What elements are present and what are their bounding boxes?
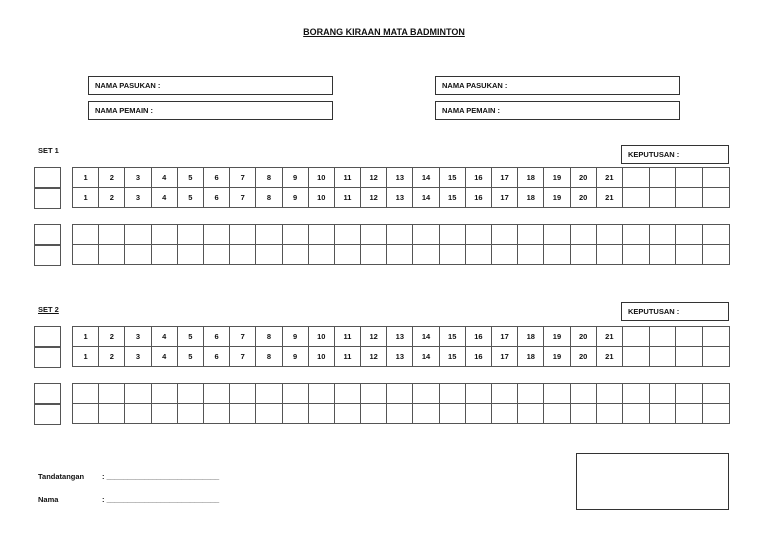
point-cell[interactable]: 15 bbox=[439, 168, 465, 188]
blank-cell[interactable] bbox=[413, 384, 439, 404]
point-cell[interactable]: 8 bbox=[256, 188, 282, 208]
blank-cell[interactable] bbox=[439, 245, 465, 265]
point-cell[interactable]: 7 bbox=[230, 168, 256, 188]
blank-cell[interactable] bbox=[151, 384, 177, 404]
blank-cell[interactable] bbox=[413, 245, 439, 265]
blank-cell[interactable] bbox=[256, 404, 282, 424]
point-cell[interactable]: 9 bbox=[282, 188, 308, 208]
point-cell[interactable]: 5 bbox=[177, 188, 203, 208]
blank-cell[interactable] bbox=[544, 245, 570, 265]
point-cell[interactable]: 11 bbox=[334, 347, 360, 367]
blank-cell[interactable] bbox=[596, 245, 622, 265]
set-1-extra-box-a[interactable] bbox=[34, 224, 61, 245]
point-cell[interactable]: 1 bbox=[73, 347, 99, 367]
point-cell[interactable]: 14 bbox=[413, 327, 439, 347]
point-cell[interactable]: 20 bbox=[570, 188, 596, 208]
point-cell[interactable]: 10 bbox=[308, 188, 334, 208]
point-cell[interactable]: 16 bbox=[465, 327, 491, 347]
set-1-label: SET 1 bbox=[38, 146, 59, 155]
point-cell[interactable]: 13 bbox=[387, 347, 413, 367]
set-2-score-row bbox=[73, 327, 730, 347]
blank-cell[interactable] bbox=[492, 225, 518, 245]
point-cell[interactable]: 9 bbox=[282, 347, 308, 367]
blank-cell[interactable] bbox=[676, 245, 703, 265]
blank-cell[interactable] bbox=[622, 384, 649, 404]
point-cell[interactable]: 16 bbox=[465, 168, 491, 188]
point-cell[interactable]: 1 bbox=[73, 168, 99, 188]
team-a-player-field[interactable]: NAMA PEMAIN : bbox=[88, 101, 333, 120]
set-1-keputusan-field[interactable]: KEPUTUSAN : bbox=[621, 145, 729, 164]
blank-cell[interactable] bbox=[622, 404, 649, 424]
set-1-blank-table bbox=[72, 224, 730, 265]
point-cell[interactable]: 3 bbox=[125, 327, 151, 347]
point-cell[interactable]: 14 bbox=[413, 347, 439, 367]
point-cell[interactable]: 4 bbox=[151, 188, 177, 208]
point-cell[interactable]: 20 bbox=[570, 347, 596, 367]
blank-cell[interactable] bbox=[439, 225, 465, 245]
blank-cell[interactable] bbox=[125, 404, 151, 424]
point-cell[interactable]: 13 bbox=[387, 168, 413, 188]
blank-cell[interactable] bbox=[649, 327, 676, 347]
point-cell[interactable]: 20 bbox=[570, 327, 596, 347]
point-cell[interactable]: 13 bbox=[387, 327, 413, 347]
point-cell[interactable]: 21 bbox=[596, 188, 622, 208]
blank-cell[interactable] bbox=[622, 327, 649, 347]
blank-cell[interactable] bbox=[544, 384, 570, 404]
blank-cell[interactable] bbox=[203, 404, 229, 424]
blank-cell[interactable] bbox=[151, 225, 177, 245]
blank-cell[interactable] bbox=[334, 404, 360, 424]
blank-cell[interactable] bbox=[308, 384, 334, 404]
blank-cell[interactable] bbox=[99, 404, 125, 424]
point-cell[interactable]: 7 bbox=[230, 347, 256, 367]
blank-cell[interactable] bbox=[125, 225, 151, 245]
blank-cell[interactable] bbox=[177, 404, 203, 424]
blank-cell[interactable] bbox=[334, 225, 360, 245]
team-a-name-field[interactable]: NAMA PASUKAN : bbox=[88, 76, 333, 95]
blank-cell[interactable] bbox=[676, 347, 703, 367]
blank-cell[interactable] bbox=[177, 384, 203, 404]
point-cell[interactable]: 5 bbox=[177, 168, 203, 188]
blank-cell[interactable] bbox=[230, 245, 256, 265]
point-cell[interactable]: 2 bbox=[99, 168, 125, 188]
set-2-label: SET 2 bbox=[38, 305, 59, 314]
point-cell[interactable]: 15 bbox=[439, 188, 465, 208]
blank-cell[interactable] bbox=[544, 404, 570, 424]
point-cell[interactable]: 19 bbox=[544, 188, 570, 208]
point-cell[interactable]: 21 bbox=[596, 347, 622, 367]
blank-cell[interactable] bbox=[334, 384, 360, 404]
blank-cell[interactable] bbox=[125, 384, 151, 404]
point-cell[interactable]: 11 bbox=[334, 188, 360, 208]
blank-cell[interactable] bbox=[492, 404, 518, 424]
blank-cell[interactable] bbox=[203, 384, 229, 404]
blank-cell[interactable] bbox=[361, 245, 387, 265]
point-cell[interactable]: 21 bbox=[596, 168, 622, 188]
nama-label: Nama bbox=[38, 495, 59, 504]
blank-cell[interactable] bbox=[596, 384, 622, 404]
blank-cell[interactable] bbox=[73, 404, 99, 424]
blank-cell[interactable] bbox=[465, 245, 491, 265]
point-cell[interactable]: 8 bbox=[256, 327, 282, 347]
blank-cell[interactable] bbox=[596, 225, 622, 245]
set-2-extra-box-b[interactable] bbox=[34, 404, 61, 425]
blank-cell[interactable] bbox=[256, 384, 282, 404]
blank-cell[interactable] bbox=[151, 404, 177, 424]
blank-cell[interactable] bbox=[230, 225, 256, 245]
blank-cell[interactable] bbox=[413, 404, 439, 424]
blank-cell[interactable] bbox=[465, 404, 491, 424]
point-cell[interactable]: 11 bbox=[334, 327, 360, 347]
blank-cell[interactable] bbox=[676, 168, 703, 188]
set-2-blank-row bbox=[73, 404, 730, 424]
point-cell[interactable]: 18 bbox=[518, 168, 544, 188]
point-cell[interactable]: 17 bbox=[492, 188, 518, 208]
blank-cell[interactable] bbox=[387, 404, 413, 424]
blank-cell[interactable] bbox=[649, 384, 676, 404]
blank-cell[interactable] bbox=[676, 327, 703, 347]
blank-cell[interactable] bbox=[282, 384, 308, 404]
set-2-serve-box-b[interactable] bbox=[34, 347, 61, 368]
point-cell[interactable]: 6 bbox=[203, 327, 229, 347]
blank-cell[interactable] bbox=[308, 404, 334, 424]
blank-cell[interactable] bbox=[518, 225, 544, 245]
point-cell[interactable]: 2 bbox=[99, 327, 125, 347]
point-cell[interactable]: 12 bbox=[361, 327, 387, 347]
blank-cell[interactable] bbox=[518, 404, 544, 424]
point-cell[interactable]: 10 bbox=[308, 327, 334, 347]
blank-cell[interactable] bbox=[256, 245, 282, 265]
set-1-score-row bbox=[73, 168, 730, 188]
point-cell[interactable]: 2 bbox=[99, 347, 125, 367]
blank-cell[interactable] bbox=[361, 404, 387, 424]
blank-cell[interactable] bbox=[387, 384, 413, 404]
blank-cell[interactable] bbox=[703, 404, 730, 424]
blank-cell[interactable] bbox=[282, 404, 308, 424]
blank-cell[interactable] bbox=[676, 225, 703, 245]
blank-cell[interactable] bbox=[203, 245, 229, 265]
blank-cell[interactable] bbox=[99, 384, 125, 404]
point-cell[interactable]: 9 bbox=[282, 327, 308, 347]
blank-cell[interactable] bbox=[282, 245, 308, 265]
set-1-serve-box-b[interactable] bbox=[34, 188, 61, 209]
point-cell[interactable]: 5 bbox=[177, 347, 203, 367]
point-cell[interactable]: 13 bbox=[387, 188, 413, 208]
blank-cell[interactable] bbox=[649, 347, 676, 367]
point-cell[interactable]: 12 bbox=[361, 168, 387, 188]
point-cell[interactable]: 9 bbox=[282, 168, 308, 188]
page-title: BORANG KIRAAN MATA BADMINTON bbox=[303, 27, 465, 37]
blank-cell[interactable] bbox=[465, 384, 491, 404]
blank-cell[interactable] bbox=[99, 225, 125, 245]
blank-cell[interactable] bbox=[518, 245, 544, 265]
set-2-extra-box-a[interactable] bbox=[34, 383, 61, 404]
point-cell[interactable]: 6 bbox=[203, 188, 229, 208]
blank-cell[interactable] bbox=[99, 245, 125, 265]
blank-cell[interactable] bbox=[596, 404, 622, 424]
point-cell[interactable]: 14 bbox=[413, 168, 439, 188]
tandatangan-line[interactable]: : ___________________________ bbox=[102, 472, 220, 481]
blank-cell[interactable] bbox=[622, 188, 649, 208]
point-cell[interactable]: 8 bbox=[256, 347, 282, 367]
blank-cell[interactable] bbox=[703, 245, 730, 265]
point-cell[interactable]: 18 bbox=[518, 347, 544, 367]
point-cell[interactable]: 6 bbox=[203, 168, 229, 188]
stamp-box[interactable] bbox=[576, 453, 729, 510]
point-cell[interactable]: 20 bbox=[570, 168, 596, 188]
blank-cell[interactable] bbox=[73, 384, 99, 404]
blank-cell[interactable] bbox=[703, 327, 730, 347]
blank-cell[interactable] bbox=[387, 245, 413, 265]
blank-cell[interactable] bbox=[73, 225, 99, 245]
set-1-serve-box-a[interactable] bbox=[34, 167, 61, 188]
blank-cell[interactable] bbox=[622, 347, 649, 367]
point-cell[interactable]: 3 bbox=[125, 168, 151, 188]
point-cell[interactable]: 17 bbox=[492, 168, 518, 188]
set-1-score-table bbox=[72, 167, 730, 208]
blank-cell[interactable] bbox=[570, 384, 596, 404]
point-cell[interactable]: 4 bbox=[151, 347, 177, 367]
blank-cell[interactable] bbox=[230, 384, 256, 404]
blank-cell[interactable] bbox=[73, 245, 99, 265]
point-cell[interactable]: 15 bbox=[439, 347, 465, 367]
blank-cell[interactable] bbox=[125, 245, 151, 265]
blank-cell[interactable] bbox=[649, 245, 676, 265]
blank-cell[interactable] bbox=[177, 225, 203, 245]
set-2-score-row bbox=[73, 347, 730, 367]
blank-cell[interactable] bbox=[622, 168, 649, 188]
set-1-score-row bbox=[73, 188, 730, 208]
blank-cell[interactable] bbox=[151, 245, 177, 265]
blank-cell[interactable] bbox=[570, 225, 596, 245]
point-cell[interactable]: 14 bbox=[413, 188, 439, 208]
set-2-blank-table bbox=[72, 383, 730, 424]
point-cell[interactable]: 19 bbox=[544, 327, 570, 347]
blank-cell[interactable] bbox=[177, 245, 203, 265]
blank-cell[interactable] bbox=[387, 225, 413, 245]
blank-cell[interactable] bbox=[492, 384, 518, 404]
blank-cell[interactable] bbox=[361, 384, 387, 404]
point-cell[interactable]: 1 bbox=[73, 188, 99, 208]
blank-cell[interactable] bbox=[649, 404, 676, 424]
point-cell[interactable]: 19 bbox=[544, 168, 570, 188]
set-2-keputusan-field[interactable]: KEPUTUSAN : bbox=[621, 302, 729, 321]
blank-cell[interactable] bbox=[334, 245, 360, 265]
blank-cell[interactable] bbox=[570, 245, 596, 265]
blank-cell[interactable] bbox=[703, 225, 730, 245]
blank-cell[interactable] bbox=[308, 225, 334, 245]
point-cell[interactable]: 15 bbox=[439, 327, 465, 347]
point-cell[interactable]: 3 bbox=[125, 347, 151, 367]
point-cell[interactable]: 7 bbox=[230, 327, 256, 347]
blank-cell[interactable] bbox=[676, 384, 703, 404]
blank-cell[interactable] bbox=[492, 245, 518, 265]
point-cell[interactable]: 18 bbox=[518, 327, 544, 347]
point-cell[interactable]: 12 bbox=[361, 188, 387, 208]
set-2-score-table bbox=[72, 326, 730, 367]
point-cell[interactable]: 4 bbox=[151, 168, 177, 188]
point-cell[interactable]: 5 bbox=[177, 327, 203, 347]
point-cell[interactable]: 19 bbox=[544, 347, 570, 367]
blank-cell[interactable] bbox=[703, 168, 730, 188]
blank-cell[interactable] bbox=[413, 225, 439, 245]
team-b-player-field[interactable]: NAMA PEMAIN : bbox=[435, 101, 680, 120]
blank-cell[interactable] bbox=[703, 347, 730, 367]
blank-cell[interactable] bbox=[649, 225, 676, 245]
blank-cell[interactable] bbox=[439, 384, 465, 404]
blank-cell[interactable] bbox=[230, 404, 256, 424]
blank-cell[interactable] bbox=[570, 404, 596, 424]
set-1-extra-box-b[interactable] bbox=[34, 245, 61, 266]
blank-cell[interactable] bbox=[703, 188, 730, 208]
blank-cell[interactable] bbox=[518, 384, 544, 404]
set-1-blank-row bbox=[73, 245, 730, 265]
blank-cell[interactable] bbox=[203, 225, 229, 245]
point-cell[interactable]: 16 bbox=[465, 188, 491, 208]
blank-cell[interactable] bbox=[676, 188, 703, 208]
blank-cell[interactable] bbox=[256, 225, 282, 245]
blank-cell[interactable] bbox=[622, 225, 649, 245]
point-cell[interactable]: 10 bbox=[308, 168, 334, 188]
point-cell[interactable]: 17 bbox=[492, 327, 518, 347]
point-cell[interactable]: 11 bbox=[334, 168, 360, 188]
blank-cell[interactable] bbox=[649, 168, 676, 188]
tandatangan-label: Tandatangan bbox=[38, 472, 85, 481]
point-cell[interactable]: 10 bbox=[308, 347, 334, 367]
point-cell[interactable]: 6 bbox=[203, 347, 229, 367]
point-cell[interactable]: 16 bbox=[465, 347, 491, 367]
blank-cell[interactable] bbox=[308, 245, 334, 265]
point-cell[interactable]: 7 bbox=[230, 188, 256, 208]
blank-cell[interactable] bbox=[282, 225, 308, 245]
set-2-serve-box-a[interactable] bbox=[34, 326, 61, 347]
blank-cell[interactable] bbox=[361, 225, 387, 245]
point-cell[interactable]: 17 bbox=[492, 347, 518, 367]
blank-cell[interactable] bbox=[622, 245, 649, 265]
nama-line[interactable]: : ___________________________ bbox=[102, 495, 220, 504]
blank-cell[interactable] bbox=[544, 225, 570, 245]
point-cell[interactable]: 12 bbox=[361, 347, 387, 367]
blank-cell[interactable] bbox=[439, 404, 465, 424]
set-2-blank-row bbox=[73, 384, 730, 404]
point-cell[interactable]: 1 bbox=[73, 327, 99, 347]
point-cell[interactable]: 4 bbox=[151, 327, 177, 347]
point-cell[interactable]: 2 bbox=[99, 188, 125, 208]
point-cell[interactable]: 8 bbox=[256, 168, 282, 188]
blank-cell[interactable] bbox=[703, 384, 730, 404]
point-cell[interactable]: 3 bbox=[125, 188, 151, 208]
point-cell[interactable]: 21 bbox=[596, 327, 622, 347]
team-b-name-field[interactable]: NAMA PASUKAN : bbox=[435, 76, 680, 95]
set-1-blank-row bbox=[73, 225, 730, 245]
blank-cell[interactable] bbox=[649, 188, 676, 208]
point-cell[interactable]: 18 bbox=[518, 188, 544, 208]
blank-cell[interactable] bbox=[676, 404, 703, 424]
blank-cell[interactable] bbox=[465, 225, 491, 245]
